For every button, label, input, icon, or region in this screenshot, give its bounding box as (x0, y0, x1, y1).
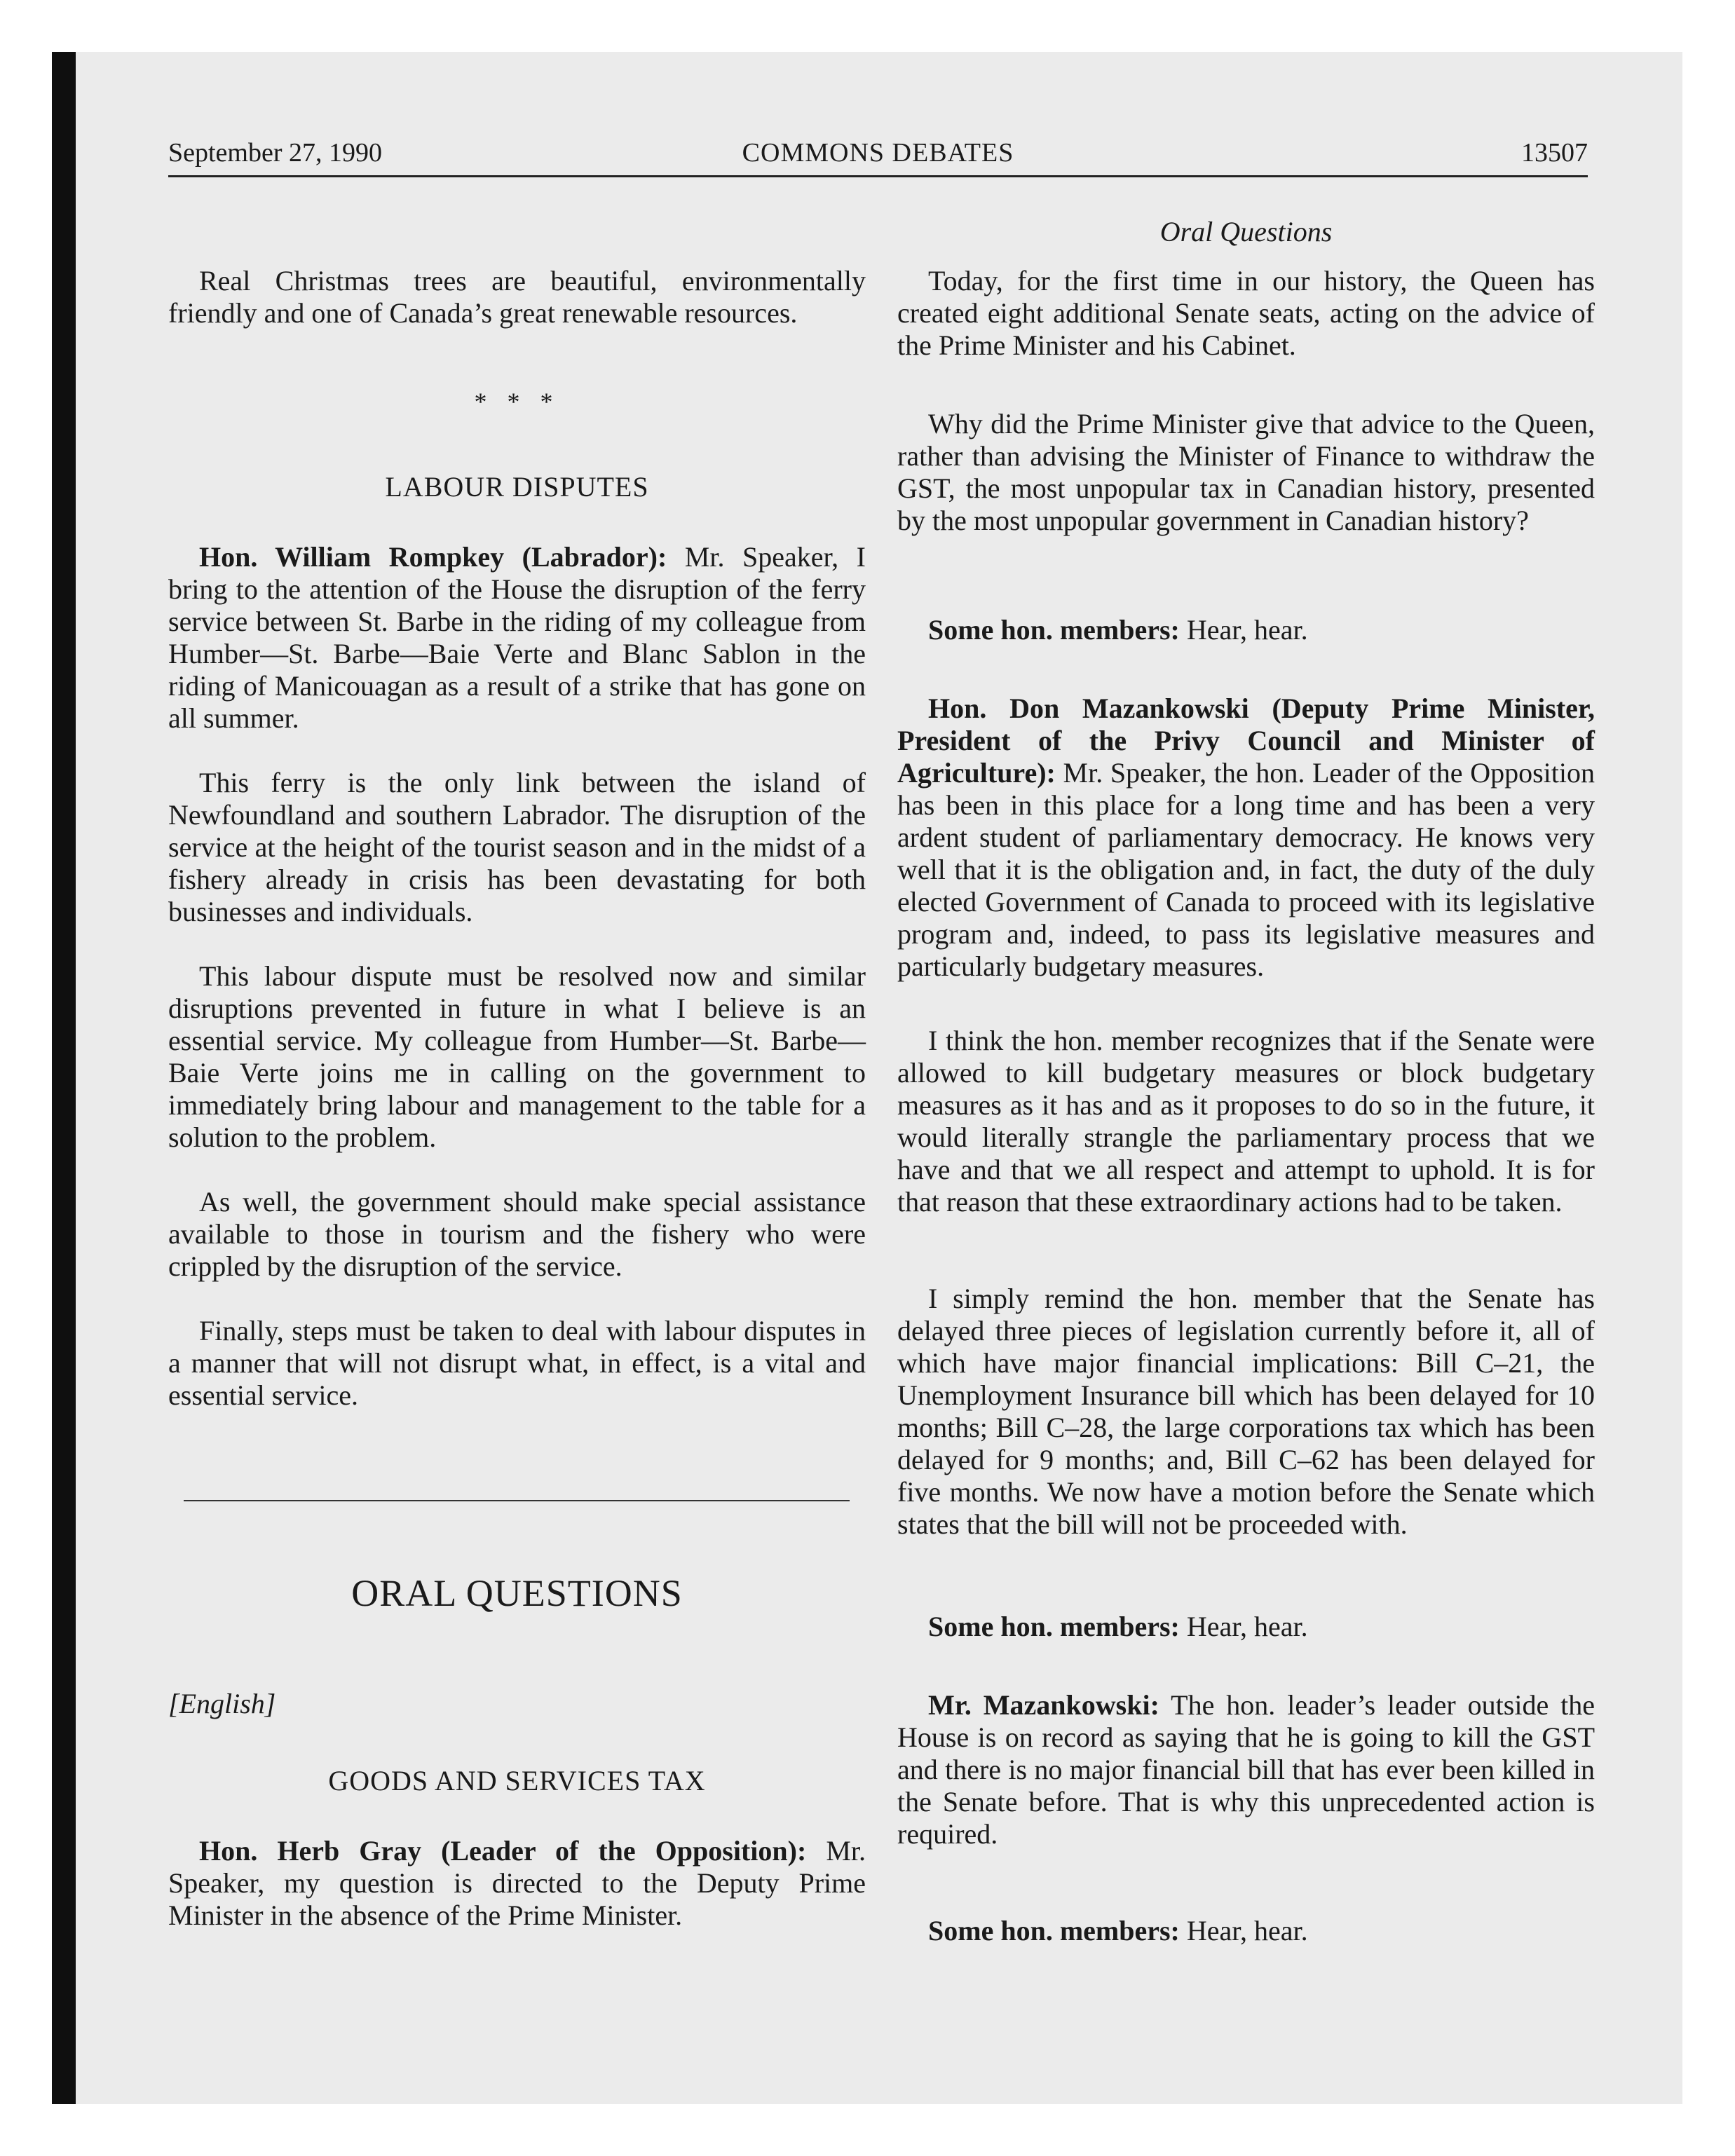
interjection-1-text: Hear, hear. (1186, 614, 1308, 646)
header-rule (168, 175, 1588, 177)
paragraph-gray-1-text: Mr. Speaker, my question is directed to the Deputy Prime Minister in the absence of the Prime Minister. (168, 1835, 866, 1931)
speaker-gray: Hon. Herb Gray (Leader of the Opposition): (199, 1835, 807, 1867)
paragraph-rompkey-1-text: Mr. Speaker, I bring to the attention of the House the disruption of the ferry service between St. Barbe in the riding of my colleague from Humber—St. Barbe—Baie Verte and Blanc Sablon in the riding of Manicouagan as a result of a strike that has gone on all summer. (168, 541, 866, 734)
paragraph-rompkey-5: Finally, steps must be taken to deal with labour disputes in a manner that will not disrupt what, in effect, is a vital and essential service. (168, 1315, 866, 1411)
speaker-members-2: Some hon. members: (928, 1611, 1180, 1642)
paragraph-rompkey-3: This labour dispute must be resolved now and similar disruptions prevented in future in what I believe is an essential service. My colleague from Humber—St. Barbe—Baie Verte joins me in calling on the government to immediately bring labour and management to the table for a solution to the problem. (168, 960, 866, 1153)
paragraph-christmas: Real Christmas trees are beautiful, environmentally friendly and one of Canada’s great renewable resources. (168, 265, 866, 329)
interjection-1 (897, 614, 1595, 646)
paragraph-mazankowski-4-text: The hon. leader’s leader outside the House is on record as saying that he is going to kill the GST and there is no major financial bill that has ever been killed in the Senate before. That is why this unprecedented action is required. (897, 1689, 1595, 1850)
paragraph-gray-3: Why did the Prime Minister give that advice to the Queen, rather than advising the Minister of Finance to withdraw the GST, the most unpopular tax in Canadian history, presented by the most unpopular government in Canadian history? (897, 408, 1595, 536)
language-tag: [English] (168, 1688, 276, 1719)
heading-labour-disputes: LABOUR DISPUTES (385, 471, 649, 503)
heading-oral-questions: ORAL QUESTIONS (351, 1572, 683, 1614)
paragraph-rompkey-4: As well, the government should make special assistance available to those in tourism and the fishery who were crippled by the disruption of the service. (168, 1186, 866, 1282)
paragraph-mazankowski-4 (897, 1689, 1595, 1850)
paragraph-rompkey-1 (168, 541, 866, 735)
binding-shadow (52, 52, 76, 2104)
header-title: COMMONS DEBATES (742, 138, 1014, 168)
paragraph-mazankowski-1-text: Mr. Speaker, the hon. Leader of the Opposition has been in this place for a long time and has been a very ardent student of parliamentary democracy. He knows very well that it is the obligation and, in fact, the duty of the duly elected Government of Canada to proceed with its legislative program and, indeed, to pass its legislative measures and particularly budgetary measures. (897, 757, 1595, 982)
paragraph-mazankowski-3: I simply remind the hon. member that the Senate has delayed three pieces of legislation currently before it, all of which have major financial implications: Bill C–21, the Unemployment Insurance bill which has been delayed for 10 months; Bill C–28, the large corporations tax which has been delayed for 9 months; and, Bill C–62 has been delayed for five months. We now have a motion before the Senate which states that the bill will not be proceeded with. (897, 1283, 1595, 1540)
page-header (168, 137, 1588, 172)
section-rule (184, 1500, 850, 1501)
heading-gst: GOODS AND SERVICES TAX (328, 1765, 706, 1796)
interjection-2-text: Hear, hear. (1186, 1611, 1308, 1642)
speaker-rompkey: Hon. William Rompkey (Labrador): (199, 541, 667, 573)
interjection-3 (897, 1915, 1595, 1947)
running-section-label: Oral Questions (1159, 216, 1333, 247)
section-separator-stars: * * * (474, 388, 560, 416)
interjection-3-text: Hear, hear. (1186, 1915, 1308, 1946)
speaker-mazankowski-short: Mr. Mazankowski: (928, 1689, 1159, 1721)
paragraph-gray-2: Today, for the first time in our history, the Queen has created eight additional Senate seats, acting on the advice of the Prime Minister and his Cabinet. (897, 265, 1595, 361)
paragraph-mazankowski-1 (897, 692, 1595, 983)
speaker-members-1: Some hon. members: (928, 614, 1180, 646)
speaker-mazankowski-full: Hon. Don Mazankowski (Deputy Prime Minister, President of the Privy Council and Minister of Agriculture): (897, 692, 1595, 789)
header-page-number: 13507 (1521, 138, 1588, 168)
paragraph-rompkey-2: This ferry is the only link between the island of Newfoundland and southern Labrador. The disruption of the service at the height of the tourist season and in the midst of a fishery already in crisis has been devastating for both businesses and individuals. (168, 767, 866, 927)
speaker-members-3: Some hon. members: (928, 1915, 1180, 1946)
interjection-2 (897, 1611, 1595, 1643)
header-date: September 27, 1990 (168, 138, 383, 168)
paragraph-gray-1 (168, 1835, 866, 1932)
paragraph-mazankowski-2: I think the hon. member recognizes that if the Senate were allowed to kill budgetary measures or block budgetary measures as it has and as it proposes to do so in the future, it would literally strangle the parliamentary process that we have and that we all respect and attempt to uphold. It is for that reason that these extraordinary actions had to be taken. (897, 1025, 1595, 1217)
